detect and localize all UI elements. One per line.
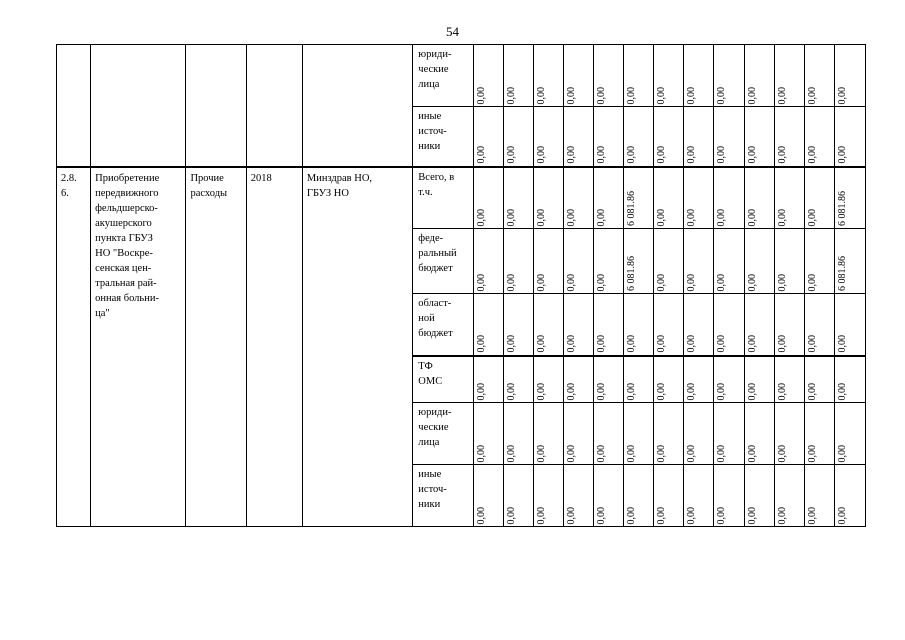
value-text: 0,00 <box>716 273 728 291</box>
value-text: 0,00 <box>686 86 698 104</box>
value-cell <box>774 403 804 465</box>
value-cell <box>834 403 865 465</box>
value-text: 0,00 <box>595 208 607 226</box>
value-cell <box>503 403 533 465</box>
value-text: 0,00 <box>475 335 487 353</box>
value-text: 0,00 <box>836 506 848 524</box>
source-cell <box>413 107 473 167</box>
value-cell <box>533 356 563 403</box>
value-cell <box>804 403 834 465</box>
source-cell <box>413 45 473 107</box>
source-cell-text: юриди- ческие лица <box>418 407 452 448</box>
value-text: 0,00 <box>505 146 517 164</box>
value-text: 0,00 <box>475 86 487 104</box>
value-cell <box>593 167 623 229</box>
value-text: 0,00 <box>475 382 487 400</box>
value-cell <box>624 107 654 167</box>
value-cell <box>834 45 865 107</box>
item-name-cell-text: Приобретение передвижного фельдшерско- акушерского пункта ГБУЗ НО "Воскре- сенская цен- тральная рай- онная больни- ца" <box>95 172 160 319</box>
value-text: 0,00 <box>746 335 758 353</box>
value-text: 6 081.86 <box>836 256 848 291</box>
value-cell <box>654 45 684 107</box>
value-text: 0,00 <box>776 382 788 400</box>
value-text: 0,00 <box>836 335 848 353</box>
expense-type-cell-text: Прочие расходы <box>190 172 228 199</box>
table-row <box>57 45 866 107</box>
value-cell <box>684 465 714 527</box>
source-cell <box>413 229 473 294</box>
value-text: 0,00 <box>716 86 728 104</box>
value-text: 0,00 <box>475 273 487 291</box>
value-text: 0,00 <box>505 382 517 400</box>
value-cell <box>473 465 503 527</box>
value-cell <box>533 45 563 107</box>
value-cell <box>563 403 593 465</box>
value-cell <box>774 107 804 167</box>
value-text: 0,00 <box>505 335 517 353</box>
value-text: 0,00 <box>686 273 698 291</box>
value-text: 0,00 <box>535 335 547 353</box>
value-cell <box>684 403 714 465</box>
value-text: 0,00 <box>656 444 668 462</box>
value-cell <box>533 167 563 229</box>
value-text: 0,00 <box>656 382 668 400</box>
value-cell <box>533 294 563 356</box>
value-text: 0,00 <box>686 506 698 524</box>
value-cell <box>503 45 533 107</box>
value-cell <box>654 294 684 356</box>
value-cell <box>593 107 623 167</box>
value-text: 0,00 <box>626 506 638 524</box>
value-text: 0,00 <box>626 382 638 400</box>
value-cell <box>563 294 593 356</box>
value-text: 0,00 <box>836 444 848 462</box>
value-text: 0,00 <box>806 208 818 226</box>
value-cell <box>684 356 714 403</box>
value-text: 0,00 <box>716 382 728 400</box>
value-cell <box>714 294 744 356</box>
value-cell <box>774 294 804 356</box>
value-cell <box>473 45 503 107</box>
value-text: 0,00 <box>656 208 668 226</box>
value-text: 0,00 <box>595 335 607 353</box>
value-cell <box>654 107 684 167</box>
value-cell <box>774 167 804 229</box>
value-text: 0,00 <box>505 273 517 291</box>
value-text: 0,00 <box>475 146 487 164</box>
value-cell <box>503 356 533 403</box>
empty-cell <box>91 107 186 167</box>
value-cell <box>533 229 563 294</box>
value-cell <box>714 356 744 403</box>
page-number: 54 <box>446 24 459 39</box>
value-text: 0,00 <box>595 146 607 164</box>
table-body <box>57 45 866 527</box>
value-text: 0,00 <box>565 208 577 226</box>
value-cell <box>684 167 714 229</box>
value-text: 0,00 <box>776 335 788 353</box>
value-cell <box>473 356 503 403</box>
value-cell <box>834 107 865 167</box>
source-cell-text: юриди- ческие лица <box>418 49 452 90</box>
executor-cell-text: Минздрав НО, ГБУЗ НО <box>306 172 373 199</box>
value-cell <box>563 45 593 107</box>
value-text: 0,00 <box>565 506 577 524</box>
value-cell <box>714 229 744 294</box>
empty-cell <box>57 107 91 167</box>
value-text: 0,00 <box>806 86 818 104</box>
value-cell <box>714 167 744 229</box>
value-cell <box>684 45 714 107</box>
year-cell <box>246 167 302 527</box>
source-cell <box>413 356 473 403</box>
value-cell <box>654 403 684 465</box>
value-text: 0,00 <box>746 146 758 164</box>
value-text: 0,00 <box>535 86 547 104</box>
value-cell <box>834 356 865 403</box>
value-text: 0,00 <box>475 506 487 524</box>
value-text: 0,00 <box>806 506 818 524</box>
empty-cell <box>302 107 412 167</box>
value-text: 0,00 <box>716 335 728 353</box>
value-cell <box>684 229 714 294</box>
item-number-cell-text: 2.8. 6. <box>61 172 77 199</box>
value-text: 0,00 <box>565 335 577 353</box>
value-text: 0,00 <box>686 382 698 400</box>
value-cell <box>533 403 563 465</box>
value-text: 0,00 <box>626 146 638 164</box>
source-cell-text: иные источ- ники <box>418 469 447 510</box>
value-cell <box>804 294 834 356</box>
value-cell <box>473 107 503 167</box>
value-text: 0,00 <box>776 506 788 524</box>
value-cell <box>744 167 774 229</box>
funding-table <box>56 44 866 527</box>
value-cell <box>774 465 804 527</box>
value-cell <box>563 107 593 167</box>
value-text: 0,00 <box>746 208 758 226</box>
value-cell <box>804 45 834 107</box>
value-text: 0,00 <box>716 146 728 164</box>
value-text: 0,00 <box>686 146 698 164</box>
source-cell <box>413 465 473 527</box>
value-text: 0,00 <box>535 444 547 462</box>
value-cell <box>744 465 774 527</box>
value-cell <box>503 167 533 229</box>
value-cell <box>593 356 623 403</box>
value-text: 0,00 <box>535 146 547 164</box>
table-row <box>57 167 866 229</box>
value-cell <box>624 465 654 527</box>
value-cell <box>744 229 774 294</box>
empty-cell <box>302 45 412 107</box>
item-name-cell <box>91 167 186 527</box>
year-cell-text: 2018 <box>250 172 272 184</box>
value-cell <box>473 167 503 229</box>
expense-type-cell <box>186 167 246 527</box>
value-text: 0,00 <box>565 86 577 104</box>
value-text: 0,00 <box>686 335 698 353</box>
value-cell <box>834 294 865 356</box>
source-cell <box>413 403 473 465</box>
value-text: 0,00 <box>776 86 788 104</box>
value-cell <box>593 465 623 527</box>
value-text: 0,00 <box>475 208 487 226</box>
value-cell <box>593 45 623 107</box>
value-cell <box>714 465 744 527</box>
value-cell <box>744 107 774 167</box>
source-cell-text: феде- ральный бюджет <box>418 233 457 274</box>
value-text: 0,00 <box>836 86 848 104</box>
value-text: 0,00 <box>505 444 517 462</box>
value-text: 0,00 <box>565 146 577 164</box>
value-text: 0,00 <box>656 146 668 164</box>
value-text: 0,00 <box>716 444 728 462</box>
value-text: 0,00 <box>626 444 638 462</box>
value-text: 0,00 <box>565 273 577 291</box>
value-text: 0,00 <box>746 444 758 462</box>
value-cell <box>624 356 654 403</box>
value-text: 0,00 <box>535 273 547 291</box>
value-text: 0,00 <box>565 444 577 462</box>
value-text: 0,00 <box>806 382 818 400</box>
value-cell <box>714 403 744 465</box>
value-text: 0,00 <box>535 208 547 226</box>
table-row <box>57 107 866 167</box>
empty-cell <box>91 45 186 107</box>
value-text: 0,00 <box>716 506 728 524</box>
value-cell <box>774 356 804 403</box>
value-cell <box>503 465 533 527</box>
value-cell <box>563 229 593 294</box>
value-text: 0,00 <box>535 506 547 524</box>
value-text: 6 081.86 <box>836 191 848 226</box>
value-cell <box>503 229 533 294</box>
value-cell <box>563 167 593 229</box>
value-cell <box>593 294 623 356</box>
executor-cell <box>302 167 412 527</box>
value-cell <box>744 294 774 356</box>
value-text: 0,00 <box>475 444 487 462</box>
value-text: 0,00 <box>656 335 668 353</box>
value-cell <box>533 107 563 167</box>
value-text: 6 081.86 <box>626 191 638 226</box>
value-cell <box>684 294 714 356</box>
value-cell <box>774 229 804 294</box>
value-text: 0,00 <box>686 208 698 226</box>
empty-cell <box>246 45 302 107</box>
value-cell <box>503 294 533 356</box>
value-cell <box>834 465 865 527</box>
item-number-cell <box>57 167 91 527</box>
value-cell <box>744 356 774 403</box>
value-cell <box>473 229 503 294</box>
value-text: 0,00 <box>836 382 848 400</box>
value-text: 0,00 <box>836 146 848 164</box>
value-text: 0,00 <box>656 273 668 291</box>
value-text: 0,00 <box>535 382 547 400</box>
value-cell <box>804 465 834 527</box>
value-text: 0,00 <box>626 86 638 104</box>
value-cell <box>804 356 834 403</box>
value-text: 0,00 <box>595 86 607 104</box>
empty-cell <box>186 107 246 167</box>
value-text: 0,00 <box>746 86 758 104</box>
value-cell <box>624 229 654 294</box>
empty-cell <box>246 107 302 167</box>
value-cell <box>714 45 744 107</box>
value-text: 0,00 <box>806 335 818 353</box>
value-cell <box>624 403 654 465</box>
value-cell <box>684 107 714 167</box>
value-cell <box>804 107 834 167</box>
value-cell <box>593 229 623 294</box>
value-cell <box>473 294 503 356</box>
value-text: 0,00 <box>595 382 607 400</box>
source-cell-text: област- ной бюджет <box>418 298 453 339</box>
value-cell <box>473 403 503 465</box>
value-text: 0,00 <box>565 382 577 400</box>
value-cell <box>834 167 865 229</box>
value-cell <box>804 167 834 229</box>
value-cell <box>774 45 804 107</box>
source-cell <box>413 294 473 356</box>
value-text: 0,00 <box>686 444 698 462</box>
value-text: 0,00 <box>505 86 517 104</box>
source-cell-text: ТФ ОМС <box>418 360 443 387</box>
value-cell <box>744 403 774 465</box>
value-text: 0,00 <box>595 444 607 462</box>
value-text: 0,00 <box>746 273 758 291</box>
value-text: 0,00 <box>776 444 788 462</box>
source-cell <box>413 167 473 229</box>
value-text: 0,00 <box>746 506 758 524</box>
value-text: 0,00 <box>716 208 728 226</box>
empty-cell <box>57 45 91 107</box>
value-text: 0,00 <box>656 506 668 524</box>
value-text: 0,00 <box>656 86 668 104</box>
value-text: 0,00 <box>595 273 607 291</box>
value-text: 0,00 <box>776 146 788 164</box>
value-cell <box>624 167 654 229</box>
value-text: 0,00 <box>505 506 517 524</box>
value-cell <box>624 294 654 356</box>
value-cell <box>804 229 834 294</box>
value-cell <box>654 167 684 229</box>
value-text: 0,00 <box>595 506 607 524</box>
value-text: 0,00 <box>806 146 818 164</box>
value-cell <box>503 107 533 167</box>
value-cell <box>834 229 865 294</box>
value-cell <box>533 465 563 527</box>
value-cell <box>714 107 744 167</box>
value-text: 0,00 <box>776 208 788 226</box>
value-cell <box>593 403 623 465</box>
value-cell <box>654 229 684 294</box>
value-cell <box>563 465 593 527</box>
value-text: 0,00 <box>776 273 788 291</box>
value-cell <box>563 356 593 403</box>
value-text: 0,00 <box>806 444 818 462</box>
value-cell <box>744 45 774 107</box>
value-cell <box>654 465 684 527</box>
source-cell-text: иные источ- ники <box>418 111 447 152</box>
value-cell <box>654 356 684 403</box>
source-cell-text: Всего, в т.ч. <box>418 171 455 198</box>
value-text: 0,00 <box>626 335 638 353</box>
value-text: 6 081.86 <box>626 256 638 291</box>
value-text: 0,00 <box>505 208 517 226</box>
value-text: 0,00 <box>806 273 818 291</box>
empty-cell <box>186 45 246 107</box>
value-cell <box>624 45 654 107</box>
value-text: 0,00 <box>746 382 758 400</box>
